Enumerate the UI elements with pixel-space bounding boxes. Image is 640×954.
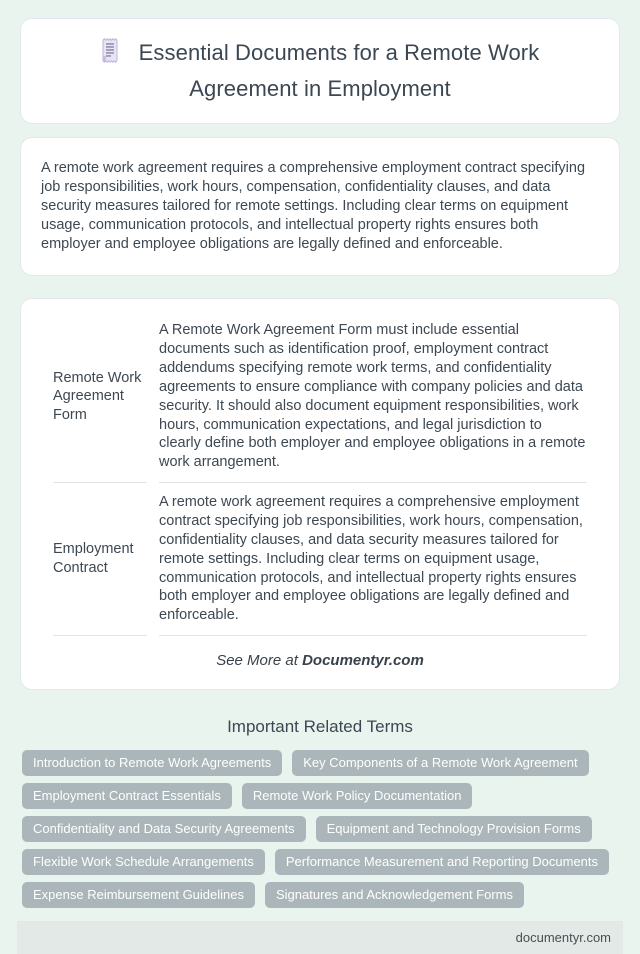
intro-card <box>20 137 620 277</box>
table-row <box>53 483 587 636</box>
see-more-line <box>41 652 599 669</box>
intro-text: A remote work agreement requires a comprehensive employment contract specifying job responsibilities, work hours, compensation, confidentiality clauses, and data security measures tailored for remote settings. Including clear terms on equipment usage, communication protocols, and intellectual property rights ensures both employer and employee obligations are legally defined and enforceable. <box>41 159 586 253</box>
tag-confidentiality-data-security[interactable]: Confidentiality and Data Security Agreements <box>22 816 306 842</box>
description-cell: A Remote Work Agreement Form must include essential documents such as identification proof, employment contract addendums specifying remote work terms, and confidentiality agreements to ensure compliance with company policies and data security. It should also document equipment responsibilities, work hours, communication expectations, and legal jurisdiction to clearly define both employer and employee obligations in a remote work arrangement. <box>159 311 587 483</box>
description-cell: A remote work agreement requires a comprehensive employment contract specifying job responsibilities, work hours, compensation, confidentiality clauses, and data security measures tailored for remote settings. Including clear terms on equipment usage, communication protocols, and intellectual property rights ensures both employer and employee obligations are legally defined and enforceable. <box>159 483 587 636</box>
tag-equipment-technology-provision[interactable]: Equipment and Technology Provision Forms <box>316 816 592 842</box>
receipt-icon <box>101 37 119 73</box>
tag-introduction-to-remote-work-agreements[interactable]: Introduction to Remote Work Agreements <box>22 750 282 776</box>
documents-table <box>41 311 599 636</box>
tag-employment-contract-essentials[interactable]: Employment Contract Essentials <box>22 783 232 809</box>
page-title <box>47 37 593 105</box>
tag-expense-reimbursement-guidelines[interactable]: Expense Reimbursement Guidelines <box>22 882 255 908</box>
related-terms-tags <box>0 750 640 908</box>
table-row <box>53 311 587 483</box>
footer-bar <box>17 921 623 954</box>
see-more-prefix: See More at <box>216 652 303 670</box>
related-terms-heading: Important Related Terms <box>227 717 413 737</box>
tag-remote-work-policy-documentation[interactable]: Remote Work Policy Documentation <box>242 783 473 809</box>
footer-site-label: documentyr.com <box>515 930 611 946</box>
page <box>0 18 640 954</box>
title-card <box>20 18 620 124</box>
tag-signatures-acknowledgement-forms[interactable]: Signatures and Acknowledgement Forms <box>265 882 524 908</box>
tag-flexible-work-schedule[interactable]: Flexible Work Schedule Arrangements <box>22 849 265 875</box>
term-cell: Employment Contract <box>53 483 147 636</box>
documents-card <box>20 298 620 690</box>
tag-performance-measurement-reporting[interactable]: Performance Measurement and Reporting Documents <box>275 849 609 875</box>
term-cell: Remote Work Agreement Form <box>53 311 147 483</box>
see-more-site: Documentyr.com <box>302 652 424 670</box>
page-title-text: Essential Documents for a Remote Work Agreement in Employment <box>138 40 540 101</box>
tag-key-components[interactable]: Key Components of a Remote Work Agreement <box>292 750 588 776</box>
